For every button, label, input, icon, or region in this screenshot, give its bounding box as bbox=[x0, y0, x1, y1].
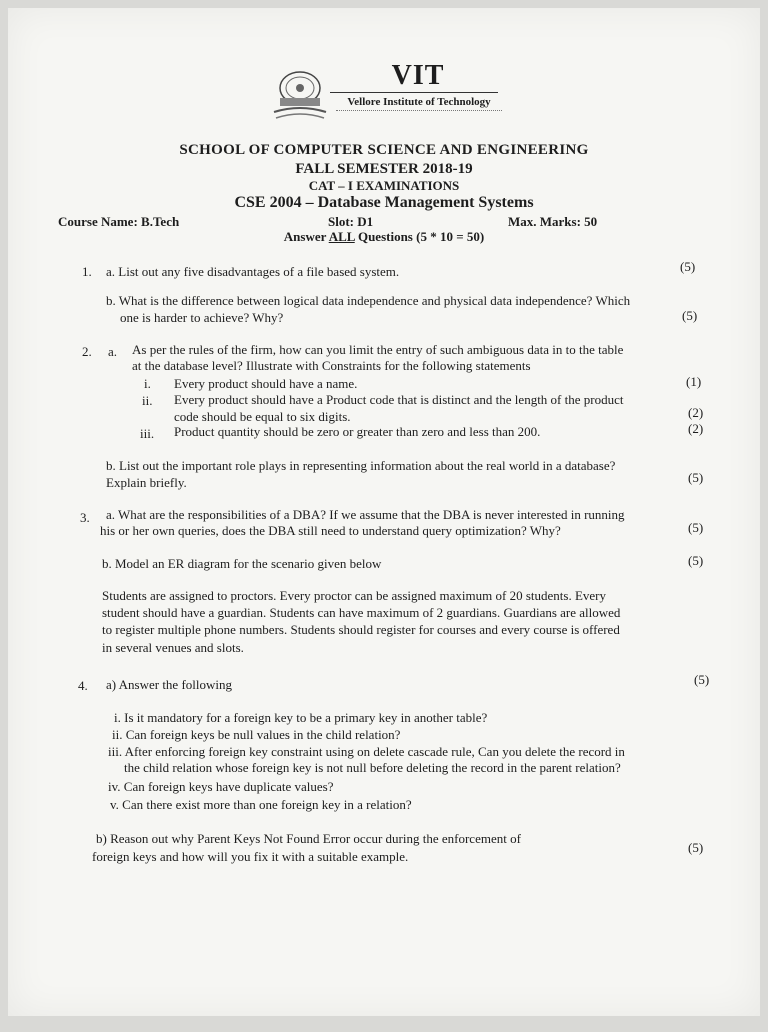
q4a-text: a) Answer the following bbox=[106, 677, 233, 692]
q3a-marks: (5) bbox=[688, 520, 704, 535]
q1-number: 1. bbox=[82, 264, 92, 279]
q2a-ii-line1: Every product should have a Product code that is distinct and the length of the product bbox=[174, 392, 624, 407]
q3-number: 3. bbox=[80, 510, 90, 525]
q2a-label: a. bbox=[108, 344, 118, 359]
vit-emblem-icon bbox=[270, 68, 330, 122]
logo-name: VIT bbox=[391, 60, 445, 91]
q4a-item: iv. Can foreign keys have duplicate values? bbox=[108, 779, 334, 794]
school-heading: SCHOOL OF COMPUTER SCIENCE AND ENGINEERING bbox=[179, 142, 589, 158]
q3b-marks: (5) bbox=[688, 553, 704, 568]
q1b-line1: b. What is the difference between logical data independence and physical data independence? Which bbox=[106, 293, 631, 308]
exam-paper bbox=[8, 8, 760, 1016]
slot: Slot: D1 bbox=[328, 214, 374, 229]
q3a-line2: his or her own queries, does the DBA still need to understand query optimization? Why? bbox=[100, 523, 561, 538]
q2b-line2: Explain briefly. bbox=[106, 475, 187, 490]
q4a-item: i. Is it mandatory for a foreign key to be a primary key in another table? bbox=[114, 710, 488, 725]
q2a-i-number: i. bbox=[144, 376, 151, 391]
answer-instruction: Answer ALL Questions (5 * 10 = 50) bbox=[283, 229, 485, 244]
q4b-line1: b) Reason out why Parent Keys Not Found Error occur during the enforcement of bbox=[96, 831, 521, 846]
q4b-line2: foreign keys and how will you fix it with a suitable example. bbox=[92, 849, 409, 864]
logo-divider bbox=[330, 92, 498, 93]
scenario-line: to register multiple phone numbers. Students should register for courses and every course is offered bbox=[102, 622, 620, 637]
q4a-item: the child relation whose foreign key is not null before deleting the record in the parent relation? bbox=[124, 760, 621, 775]
q2a-iii-text: Product quantity should be zero or greater than zero and less than 200. bbox=[174, 424, 541, 439]
q4a-item: v. Can there exist more than one foreign key in a relation? bbox=[110, 797, 412, 812]
q4a-item: ii. Can foreign keys be null values in the child relation? bbox=[112, 727, 401, 742]
q1b-marks: (5) bbox=[682, 308, 698, 323]
q2a-ii-line2: code should be equal to six digits. bbox=[174, 409, 351, 424]
q1a-text: a. List out any five disadvantages of a file based system. bbox=[106, 264, 400, 279]
scenario-line: student should have a guardian. Students can have maximum of 2 guardians. Guardians are allowed bbox=[102, 605, 621, 620]
q2a-iii-marks: (2) bbox=[688, 421, 704, 436]
course-name: Course Name: B.Tech bbox=[58, 214, 180, 229]
q4b-marks: (5) bbox=[688, 840, 704, 855]
q2a-line1: As per the rules of the firm, how can you limit the entry of such ambiguous data in to the table bbox=[132, 342, 624, 357]
scenario-line: in several venues and slots. bbox=[102, 640, 244, 655]
q4-number: 4. bbox=[78, 678, 88, 693]
q4a-item: iii. After enforcing foreign key constraint using on delete cascade rule, Can you delete the record in bbox=[108, 744, 625, 759]
course-title: CSE 2004 – Database Management Systems bbox=[234, 194, 534, 211]
q3b-text: b. Model an ER diagram for the scenario given below bbox=[102, 556, 382, 571]
max-marks: Max. Marks: 50 bbox=[508, 214, 598, 229]
q2-number: 2. bbox=[82, 344, 92, 359]
semester-heading: FALL SEMESTER 2018-19 bbox=[295, 161, 473, 177]
q2a-i-marks: (1) bbox=[686, 374, 702, 389]
q2b-line1: b. List out the important role plays in representing information about the real world in a database? bbox=[106, 458, 616, 473]
q1b-line2: one is harder to achieve? Why? bbox=[120, 310, 284, 325]
q1a-marks: (5) bbox=[680, 259, 696, 274]
logo-subtitle: Vellore Institute of Technology bbox=[347, 96, 491, 108]
q4a-marks: (5) bbox=[694, 672, 710, 687]
q2a-i-text: Every product should have a name. bbox=[174, 376, 358, 391]
scenario-line: Students are assigned to proctors. Every proctor can be assigned maximum of 20 students. Every bbox=[102, 588, 606, 603]
q2a-ii-number: ii. bbox=[142, 393, 153, 408]
q2b-marks: (5) bbox=[688, 470, 704, 485]
logo-fine-print bbox=[336, 110, 502, 111]
q2a-iii-number: iii. bbox=[140, 426, 155, 441]
exam-heading: CAT – I EXAMINATIONS bbox=[308, 178, 460, 193]
q2a-ii-marks: (2) bbox=[688, 405, 704, 420]
q2a-line2: at the database level? Illustrate with Constraints for the following statements bbox=[132, 358, 531, 373]
q3a-line1: a. What are the responsibilities of a DBA? If we assume that the DBA is never interested in running bbox=[106, 507, 625, 522]
